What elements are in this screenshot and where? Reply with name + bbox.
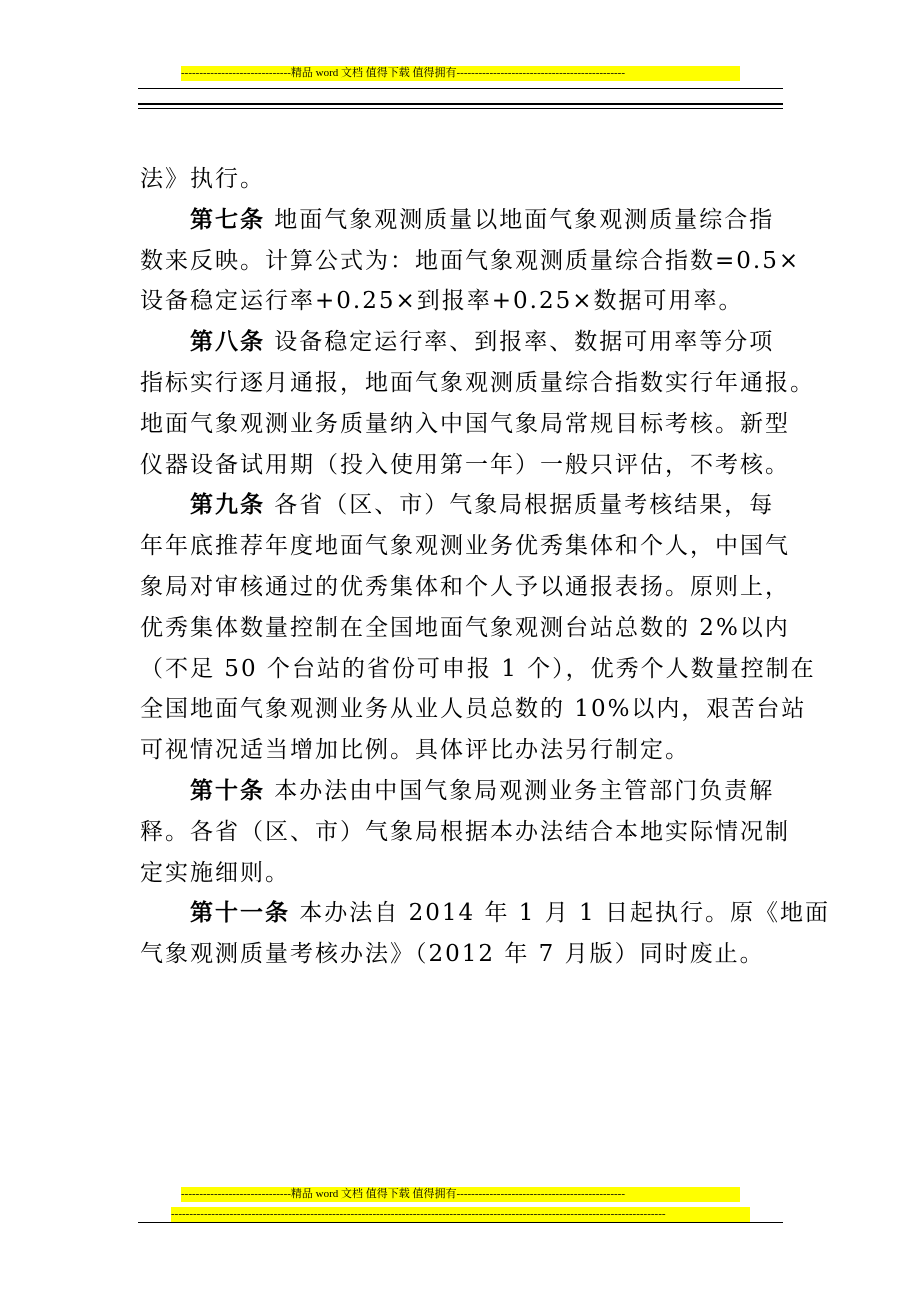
line-text: 本办法由中国气象局观测业务主管部门负责解 — [265, 777, 775, 804]
text-line — [140, 281, 780, 322]
article-paragraph — [140, 771, 790, 893]
line-text: 本办法自 2014 年 1 月 1 日起执行。原《地面 — [290, 900, 830, 927]
continuation-paragraph — [140, 159, 780, 200]
text-line — [140, 608, 790, 649]
document-body — [140, 159, 830, 975]
text-line — [140, 445, 790, 486]
article-paragraph — [140, 322, 815, 485]
line-text: 法》执行。 — [140, 166, 265, 192]
line-text: 各省（区、市）气象局根据质量考核结果，每 — [265, 492, 775, 519]
article-paragraph — [140, 893, 830, 975]
article-number: 第十条 — [190, 776, 265, 804]
text-line — [140, 526, 790, 567]
article-paragraph — [140, 200, 801, 322]
line-text: 释。各省（区、市）气象局根据本办法结合本地实际情况制 — [140, 818, 790, 845]
line-text: 数来反映。计算公式为：地面气象观测质量综合指数=0.5× — [140, 247, 801, 274]
text-line — [140, 159, 780, 200]
line-text: 仪器设备试用期（投入使用第一年）一般只评估，不考核。 — [140, 451, 790, 478]
article-paragraph — [140, 485, 816, 771]
text-line — [140, 404, 790, 445]
footer-rule — [138, 1222, 783, 1223]
article-number: 第七条 — [190, 205, 265, 233]
article-number: 第九条 — [190, 491, 265, 519]
footer-banner-dashes: --------------------------------------------------------------------------------------------------------------------------------------- — [171, 1207, 750, 1222]
text-line — [140, 893, 830, 934]
text-line — [140, 853, 780, 894]
line-text: 象局对审核通过的优秀集体和个人予以通报表扬。原则上， — [140, 573, 790, 600]
line-text: 设备稳定运行率、到报率、数据可用率等分项 — [265, 329, 775, 356]
line-text: 指标实行逐月通报，地面气象观测质量综合指数实行年通报。 — [140, 369, 815, 396]
header-banner: ------------------------------精品 word 文档 值得下载 值得拥有---------------------------------------------- — [181, 66, 740, 81]
line-text: 全国地面气象观测业务从业人员总数的 10%以内，艰苦台站 — [140, 696, 807, 723]
text-line — [140, 322, 780, 363]
text-line — [140, 363, 815, 404]
text-line — [140, 771, 780, 812]
line-text: 优秀集体数量控制在全国地面气象观测台站总数的 2%以内 — [140, 614, 790, 641]
text-line — [140, 812, 790, 853]
line-text: 设备稳定运行率+0.25×到报率+0.25×数据可用率。 — [140, 288, 744, 315]
line-text: 地面气象观测质量以地面气象观测质量综合指 — [265, 206, 775, 233]
line-text: 地面气象观测业务质量纳入中国气象局常规目标考核。新型 — [140, 410, 790, 437]
text-line — [140, 485, 780, 526]
text-line — [140, 567, 790, 608]
text-line — [140, 689, 807, 730]
text-line — [140, 730, 780, 771]
header-rule-thick — [138, 103, 783, 105]
line-text: 定实施细则。 — [140, 859, 290, 886]
footer-banner: ------------------------------精品 word 文档 值得下载 值得拥有---------------------------------------------- — [181, 1187, 740, 1202]
text-line — [140, 649, 816, 690]
article-number: 第十一条 — [190, 899, 290, 927]
line-text: 可视情况适当增加比例。具体评比办法另行制定。 — [140, 737, 690, 764]
header-rule-thin — [138, 108, 783, 109]
line-text: 气象观测质量考核办法》（2012 年 7 月版）同时废止。 — [140, 941, 765, 968]
line-text: （不足 50 个台站的省份可申报 1 个），优秀个人数量控制在 — [140, 655, 816, 682]
article-number: 第八条 — [190, 328, 265, 356]
line-text: 年年底推荐年度地面气象观测业务优秀集体和个人，中国气 — [140, 533, 790, 560]
text-line — [140, 200, 780, 241]
header-rule — [138, 88, 783, 89]
text-line — [140, 241, 801, 282]
text-line — [140, 934, 780, 975]
